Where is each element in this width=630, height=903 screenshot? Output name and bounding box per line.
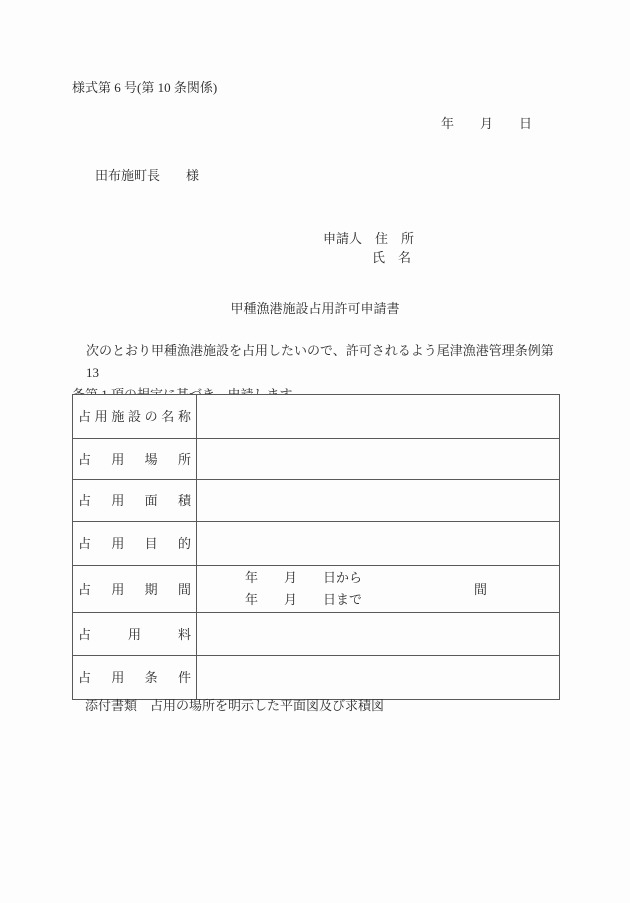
row-value-cell [197,395,559,438]
date-line: 年 月 日 [441,116,533,131]
row-label: 占 用 目 的 [78,536,191,551]
period-dates [197,567,362,611]
table-row-occupation-period [73,565,559,612]
period-from-line: 年 月 日から [245,570,363,585]
row-value-cell [197,480,559,521]
document-title: 甲種漁港施設占用許可申請書 [230,301,400,316]
row-label-cell [73,395,197,438]
table-row-facility-name [73,395,559,438]
table-row-occupation-area [73,479,559,521]
row-label-cell [73,656,197,699]
applicant-name-line: 氏 名 [372,250,412,265]
row-label-cell [73,480,197,521]
row-value-cell [197,613,559,655]
addressee: 田布施町長 様 [95,168,200,183]
period-to-line: 年 月 日まで [245,592,363,607]
table-row-occupation-place [73,438,559,479]
application-table [72,394,560,700]
row-label: 占 用 場 所 [78,451,191,467]
row-value-cell [197,566,559,612]
row-label-cell [73,566,197,612]
row-label-cell [73,522,197,565]
applicant-block [323,229,414,267]
row-label: 占 用 期 間 [78,581,191,597]
row-label: 占 用 施 設 の 名 称 [78,409,191,424]
row-label: 占 用 面 積 [78,493,191,508]
table-row-occupation-fee [73,612,559,655]
applicant-address-line: 申請人 住 所 [323,231,415,246]
row-label: 占 用 料 [78,626,191,642]
table-row-occupation-purpose [73,521,559,565]
table-row-occupation-conditions [73,655,559,699]
row-label: 占 用 条 件 [78,670,191,685]
row-value-cell [197,522,559,565]
body-line-1: 次のとおり甲種漁港施設を占用したいので、許可されるよう尾津漁港管理条例第 13 [86,343,554,380]
row-value-cell [197,656,559,699]
row-label-cell [73,613,197,655]
attachment-note: 添付書類 占用の場所を明示した平面図及び求積図 [85,698,385,713]
form-number: 様式第 6 号(第 10 条関係) [72,80,218,95]
period-duration-suffix: 間 [473,581,487,597]
row-label-cell [73,439,197,479]
row-value-cell [197,439,559,479]
